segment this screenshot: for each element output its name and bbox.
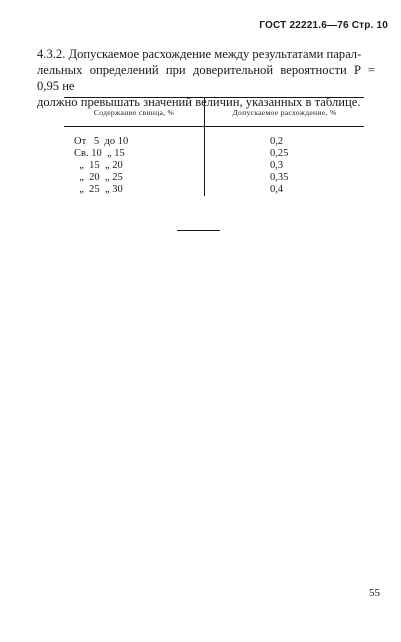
cell-tolerance: 0,35 [270, 172, 289, 183]
table-row [64, 172, 364, 184]
lead-tolerance-table [64, 97, 364, 196]
table-row [64, 184, 364, 196]
paragraph-line: лельных определений при доверительной вероятности P = 0,95 не [37, 63, 375, 93]
cell-lead-content: „ 20 „ 25 [64, 172, 205, 184]
cell-lead-content: „ 15 „ 20 [64, 160, 205, 172]
cell-tolerance: 0,25 [270, 148, 289, 159]
table-header-row [64, 98, 364, 127]
column-header-tolerance: Допускаемое расхождение, % [205, 98, 365, 127]
table-row [64, 127, 364, 149]
paragraph-line: 4.3.2. Допускаемое расхождение между результатами парал- [37, 47, 362, 61]
cell-tolerance: 0,4 [270, 184, 284, 195]
end-of-section-rule [177, 230, 220, 231]
cell-tolerance: 0,2 [270, 136, 284, 147]
paragraph-line: должно превышать значений величин, указанных в таблице. [37, 95, 361, 109]
cell-lead-content: Св. 10 „ 15 [64, 148, 205, 160]
cell-lead-content: „ 25 „ 30 [64, 184, 205, 196]
page-number: 55 [369, 587, 380, 599]
cell-lead-content: От 5 до 10 [64, 127, 205, 149]
page-header: ГОСТ 22221.6—76 Стр. 10 [259, 20, 388, 31]
cell-tolerance: 0,3 [270, 160, 284, 171]
table-row [64, 160, 364, 172]
column-header-lead-content: Содержание свинца, % [64, 98, 205, 127]
table-row [64, 148, 364, 160]
